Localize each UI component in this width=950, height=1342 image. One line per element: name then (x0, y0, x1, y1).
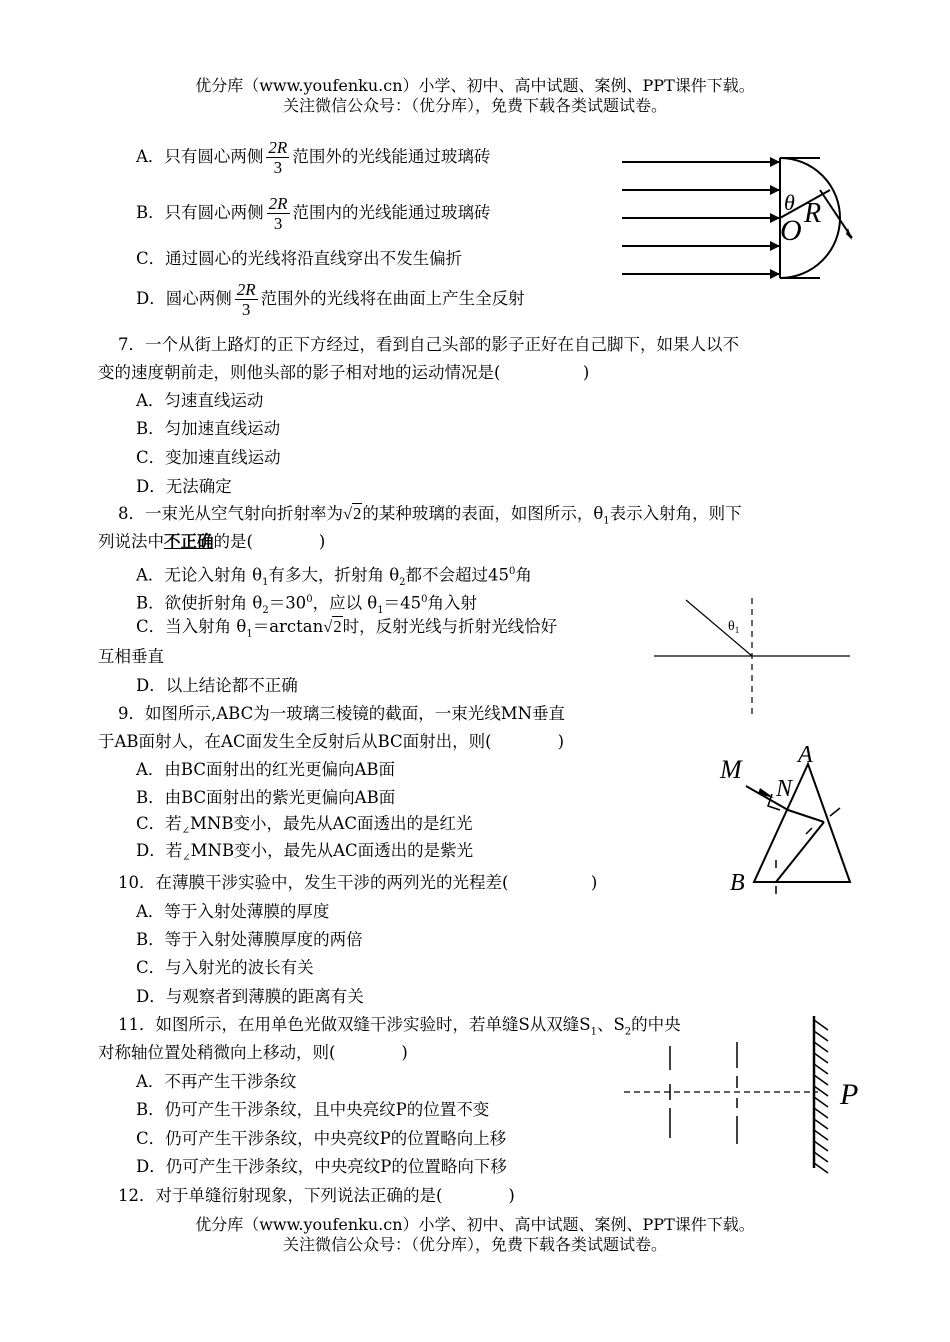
wall-hatch-mark (814, 1108, 828, 1118)
q10-option-c: C．与入射光的波长有关 (136, 958, 314, 977)
q9-option-a: A．由BC面射出的红光更偏向AB面 (136, 760, 396, 779)
q8-stem-line-2: 列说法中不正确的是( ) (98, 532, 326, 551)
sqrt-symbol: √2 (343, 504, 362, 523)
q8-option-c: C．当入射角 $\theta_1=\arctan√2$时，反射光线与折射光线恰好 (136, 617, 558, 640)
wall-hatch-mark (814, 1086, 828, 1096)
q9-figure (718, 736, 868, 896)
wall-hatch-mark (814, 1053, 828, 1063)
q11-option-d: D．仍可产生干涉条纹，中央亮纹P的位置略向下移 (136, 1157, 507, 1176)
label-n: N (776, 776, 793, 802)
q9-stem-line-1: 9．如图所示,ABC为一玻璃三棱镜的截面，一束光线MN垂直 (118, 704, 566, 723)
q11-figure (622, 1012, 872, 1172)
label-a: A (798, 742, 813, 768)
q7-option-a: A．匀速直线运动 (136, 391, 264, 410)
header-line-1: 优分库（www.youfenku.cn）小学、初中、高中试题、案例、PPT课件下载。 (195, 76, 755, 95)
q9-option-d: D．若$_\angle$MNB变小，最先从AC面透出的是紫光 (136, 841, 474, 864)
q8-option-d: D．以上结论都不正确 (136, 676, 298, 695)
q11-option-a: A．不再产生干涉条纹 (136, 1072, 297, 1091)
label-m: M (720, 755, 742, 784)
header-line-2: 关注微信公众号：（优分库），免费下载各类试题试卷。 (282, 96, 667, 115)
wall-hatch-mark (814, 1042, 828, 1052)
q6-option-c: C．通过圆心的光线将沿直线穿出不发生偏折 (136, 249, 463, 268)
q11-stem-line-2: 对称轴位置处稍微向上移动，则( ) (98, 1043, 408, 1062)
q8-figure (652, 596, 852, 716)
q8-option-a: A．无论入射角 $\theta_1$有多大，折射角 $\theta_2$都不会超过$45^0$角 (136, 565, 532, 588)
q11-option-b: B．仍可产生干涉条纹，且中央亮纹P的位置不变 (136, 1100, 490, 1119)
q6-option-a: A．只有圆心两侧 $\frac{2R}{3}$ 范围外的光线能通过玻璃砖 (136, 138, 491, 177)
q12-stem: 12．对于单缝衍射现象，下列说法正确的是( ) (118, 1186, 515, 1205)
q9-stem-line-2: 于AB面射人，在AC面发生全反射后从BC面射出，则( ) (98, 732, 565, 751)
q11-stem-line-1: 11．如图所示，在用单色光做双缝干涉实验时，若单缝S从双缝$S_1$、$S_2$的中央 (118, 1015, 681, 1038)
wall-hatch-mark (814, 1075, 828, 1085)
q6-figure (620, 150, 860, 290)
q8-option-c-cont: 互相垂直 (98, 647, 164, 666)
wall-hatch-mark (814, 1020, 828, 1030)
q8-stem-line-1: 8．一束光从空气射向折射率为√2的某种玻璃的表面，如图所示，$\theta_1$表示入射角，则下 (118, 504, 742, 527)
footer-line-2: 关注微信公众号：（优分库），免费下载各类试题试卷。 (282, 1235, 667, 1254)
q7-stem-line-1: 7．一个从街上路灯的正下方经过，看到自己头部的影子正好在自己脚下，如果人以不 (118, 335, 739, 354)
angle-icon: ∠ (182, 852, 191, 864)
q6-option-d: D．圆心两侧 $\frac{2R}{3}$ 范围外的光线将在曲面上产生全反射 (136, 280, 525, 319)
center-o-label: O (780, 214, 802, 247)
wall-hatch-mark (814, 1064, 828, 1074)
wall-hatch-mark (814, 1119, 828, 1129)
q8-option-b: B．欲使折射角 $\theta_2=30^0$，应以 $\theta_1=45^0$角入射 (136, 593, 477, 616)
wall-hatch-mark (814, 1152, 828, 1162)
q9-option-c: C．若$_\angle$MNB变小，最先从AC面透出的是红光 (136, 814, 473, 837)
angle-icon: ∠ (181, 825, 191, 837)
q10-option-a: A．等于入射处薄膜的厚度 (136, 902, 330, 921)
wall-hatch-mark (814, 1031, 828, 1041)
theta1-label: $\theta_1$ (728, 619, 740, 635)
wall-hatch-mark (814, 1130, 828, 1140)
wall-hatch-mark (814, 1097, 828, 1107)
radius-r-label: R (804, 198, 822, 229)
label-b: B (730, 870, 745, 896)
q11-option-c: C．仍可产生干涉条纹，中央亮纹P的位置略向上移 (136, 1129, 507, 1148)
q7-stem-line-2: 变的速度朝前走，则他头部的影子相对地的运动情况是( ) (98, 363, 590, 382)
q7-option-d: D．无法确定 (136, 477, 232, 496)
wall-hatch-mark (814, 1141, 828, 1151)
wall-hatch-mark (814, 1163, 828, 1173)
q7-option-b: B．匀加速直线运动 (136, 419, 281, 438)
fraction: $\frac{2R}{3}$ (236, 280, 256, 319)
q10-stem: 10．在薄膜干涉实验中，发生干涉的两列光的光程差( ) (118, 873, 598, 892)
q10-option-d: D．与观察者到薄膜的距离有关 (136, 987, 364, 1006)
footer-line-1: 优分库（www.youfenku.cn）小学、初中、高中试题、案例、PPT课件下载。 (195, 1215, 755, 1234)
q9-option-b: B．由BC面射出的紫光更偏向AB面 (136, 788, 396, 807)
screen-p-label: P (840, 1078, 859, 1111)
q10-option-b: B．等于入射处薄膜厚度的两倍 (136, 930, 363, 949)
q6-option-b: B．只有圆心两侧 $\frac{2R}{3}$ 范围内的光线能通过玻璃砖 (136, 194, 491, 233)
fraction: $\frac{2R}{3}$ (268, 138, 288, 177)
q7-option-c: C．变加速直线运动 (136, 448, 281, 467)
fraction: $\frac{2R}{3}$ (268, 194, 288, 233)
sqrt-symbol: √2 (323, 617, 342, 636)
theta-label: θ (784, 190, 795, 215)
